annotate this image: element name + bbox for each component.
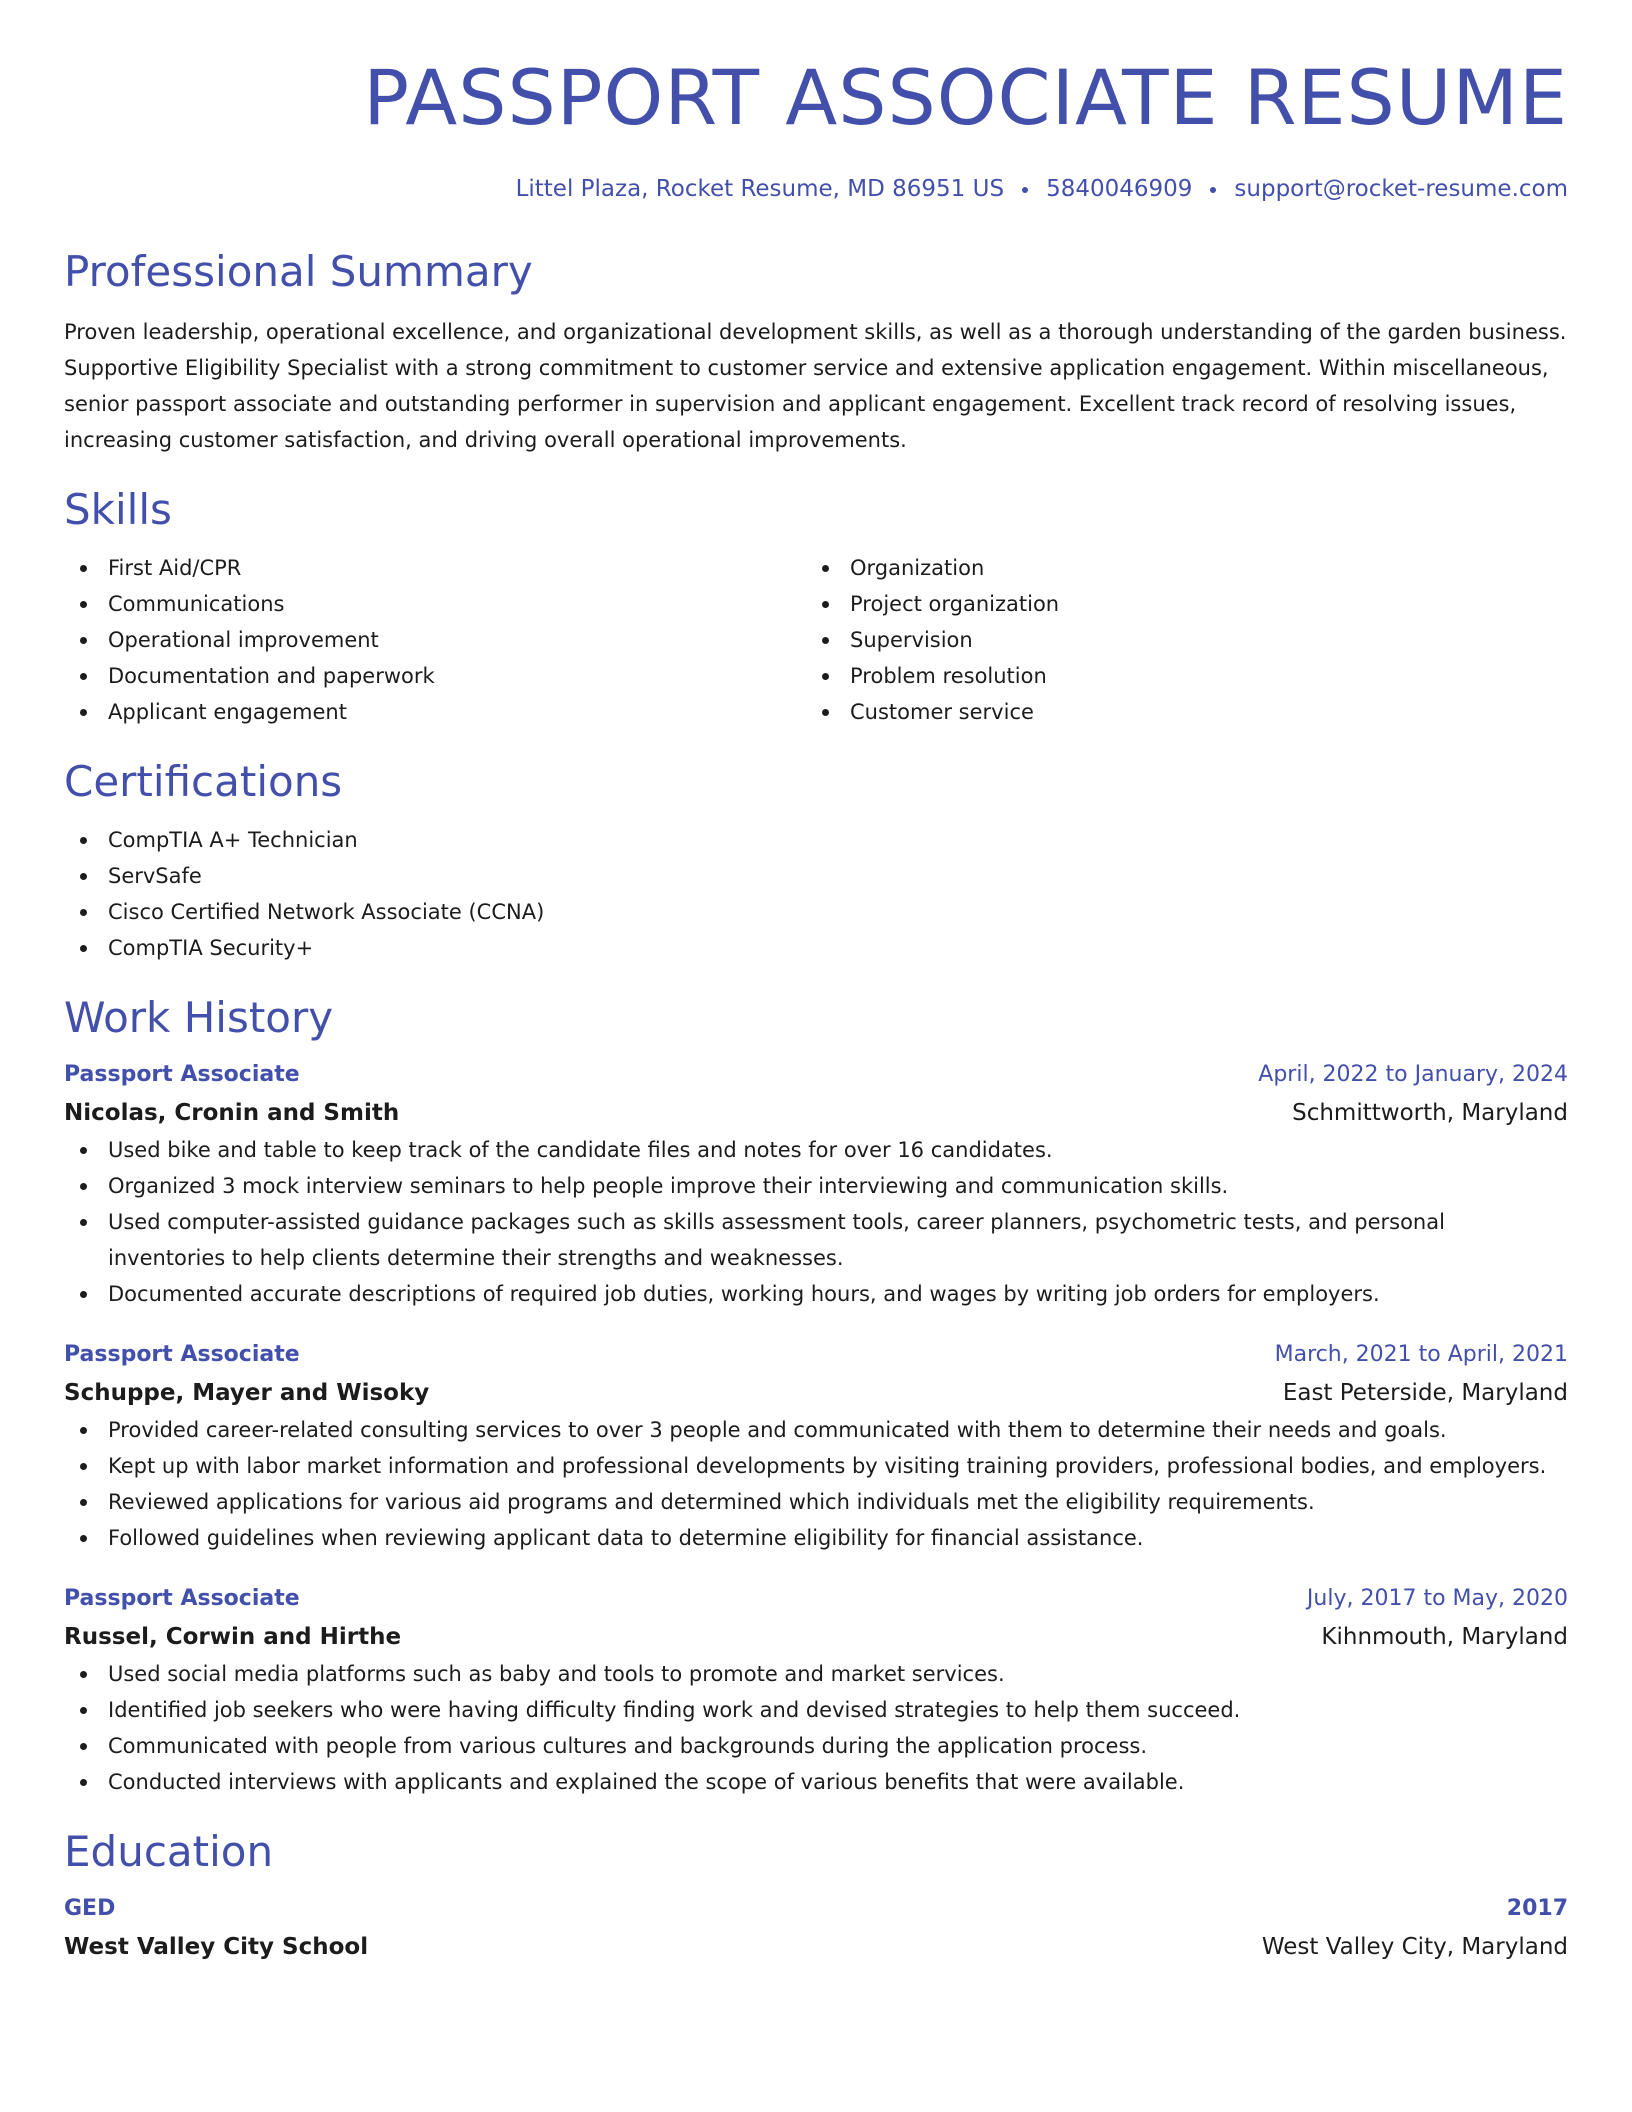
certification-item: CompTIA Security+ xyxy=(64,930,1568,966)
job-duty-item: Reviewed applications for various aid programs and determined which individuals met the eligibility requirements. xyxy=(64,1484,1568,1520)
job-company-row xyxy=(64,1094,1568,1132)
skills-heading: Skills xyxy=(64,485,172,534)
education-school: West Valley City School xyxy=(64,1934,369,1960)
education-school-row xyxy=(64,1928,1568,1966)
skill-item: Customer service xyxy=(806,694,1548,730)
job-dates: April, 2022 to January, 2024 xyxy=(1258,1062,1568,1087)
resume-title: PASSPORT ASSOCIATE RESUME xyxy=(363,53,1568,142)
skills-grid xyxy=(64,550,1568,730)
job-dates: March, 2021 to April, 2021 xyxy=(1274,1342,1568,1367)
contact-address: Littel Plaza, Rocket Resume, MD 86951 US xyxy=(515,176,1005,202)
education-location: West Valley City, Maryland xyxy=(1261,1934,1568,1960)
certification-item: CompTIA A+ Technician xyxy=(64,822,1568,858)
job-duty-item: Organized 3 mock interview seminars to help people improve their interviewing and communication skills. xyxy=(64,1168,1568,1204)
job-company: Nicolas, Cronin and Smith xyxy=(64,1100,400,1126)
job-header-row xyxy=(64,1336,1568,1374)
contact-line xyxy=(64,174,1568,204)
job-location: Kihnmouth, Maryland xyxy=(1321,1624,1568,1650)
job-duty-item: Documented accurate descriptions of required job duties, working hours, and wages by writing job orders for employers. xyxy=(64,1276,1568,1312)
job-duties-list xyxy=(64,1132,1568,1312)
skill-item: Applicant engagement xyxy=(64,694,806,730)
job-company-row xyxy=(64,1618,1568,1656)
job-duty-item: Communicated with people from various cultures and backgrounds during the application process. xyxy=(64,1728,1568,1764)
skill-item: Project organization xyxy=(806,586,1548,622)
job-entry xyxy=(64,1336,1568,1556)
job-duties-list xyxy=(64,1412,1568,1556)
contact-email[interactable]: support@rocket-resume.com xyxy=(1234,176,1568,202)
contact-phone[interactable]: 5840046909 xyxy=(1046,176,1193,202)
separator-dot-icon xyxy=(1210,187,1216,193)
job-duty-item: Provided career-related consulting services to over 3 people and communicated with them to determine their needs and goals. xyxy=(64,1412,1568,1448)
job-company-row xyxy=(64,1374,1568,1412)
job-duty-item: Identified job seekers who were having difficulty finding work and devised strategies to help them succeed. xyxy=(64,1692,1568,1728)
job-entry xyxy=(64,1580,1568,1800)
skill-item: Operational improvement xyxy=(64,622,806,658)
job-company: Russel, Corwin and Hirthe xyxy=(64,1624,402,1650)
job-duty-item: Kept up with labor market information and professional developments by visiting training providers, professional bodies, and employers. xyxy=(64,1448,1568,1484)
certifications-list xyxy=(64,822,1568,966)
job-header-row xyxy=(64,1056,1568,1094)
job-duty-item: Followed guidelines when reviewing applicant data to determine eligibility for financial assistance. xyxy=(64,1520,1568,1556)
skill-item: Organization xyxy=(806,550,1548,586)
certification-item: Cisco Certified Network Associate (CCNA) xyxy=(64,894,1568,930)
work-history-heading: Work History xyxy=(64,993,334,1042)
skills-list-left xyxy=(64,550,806,730)
certifications-heading: Certifications xyxy=(64,757,343,806)
skill-item: Communications xyxy=(64,586,806,622)
job-title: Passport Associate xyxy=(64,1062,300,1087)
job-location: East Peterside, Maryland xyxy=(1282,1380,1568,1406)
skills-list-right xyxy=(806,550,1548,730)
summary-text: Proven leadership, operational excellence, and organizational development skills, as well as a thorough understanding of the garden business. Supportive Eligibility Specialist with a strong commitment to customer service and extensive application engagement. Within miscellaneous, senior passport associate and outstanding performer in supervision and applicant engagement. Excellent track record of resolving issues, increasing customer satisfaction, and driving overall operational improvements. xyxy=(64,320,1567,452)
job-location: Schmittworth, Maryland xyxy=(1292,1100,1568,1126)
skill-item: Supervision xyxy=(806,622,1548,658)
skill-item: First Aid/CPR xyxy=(64,550,806,586)
job-title: Passport Associate xyxy=(64,1586,300,1611)
resume-page xyxy=(64,0,1568,1966)
job-dates: July, 2017 to May, 2020 xyxy=(1306,1586,1568,1611)
job-duty-item: Used bike and table to keep track of the candidate files and notes for over 16 candidates. xyxy=(64,1132,1568,1168)
job-entry xyxy=(64,1056,1568,1312)
skill-item: Documentation and paperwork xyxy=(64,658,806,694)
education-section xyxy=(64,1826,1568,1966)
job-title: Passport Associate xyxy=(64,1342,300,1367)
separator-dot-icon xyxy=(1022,187,1028,193)
summary-section xyxy=(64,246,1568,458)
certification-item: ServSafe xyxy=(64,858,1568,894)
job-duty-item: Used computer-assisted guidance packages such as skills assessment tools, career planners, psychometric tests, and personal inventories to help clients determine their strengths and weaknesses. xyxy=(64,1204,1568,1276)
skill-item: Problem resolution xyxy=(806,658,1548,694)
education-heading: Education xyxy=(64,1827,274,1876)
education-header-row xyxy=(64,1890,1568,1928)
education-year: 2017 xyxy=(1506,1896,1568,1921)
work-history-section xyxy=(64,992,1568,1800)
job-header-row xyxy=(64,1580,1568,1618)
education-entry xyxy=(64,1890,1568,1966)
job-duty-item: Used social media platforms such as baby and tools to promote and market services. xyxy=(64,1656,1568,1692)
job-company: Schuppe, Mayer and Wisoky xyxy=(64,1380,430,1406)
certifications-section xyxy=(64,756,1568,966)
job-duty-item: Conducted interviews with applicants and explained the scope of various benefits that were available. xyxy=(64,1764,1568,1800)
job-duties-list xyxy=(64,1656,1568,1800)
summary-heading: Professional Summary xyxy=(64,247,533,296)
skills-section xyxy=(64,484,1568,730)
education-degree: GED xyxy=(64,1896,116,1921)
